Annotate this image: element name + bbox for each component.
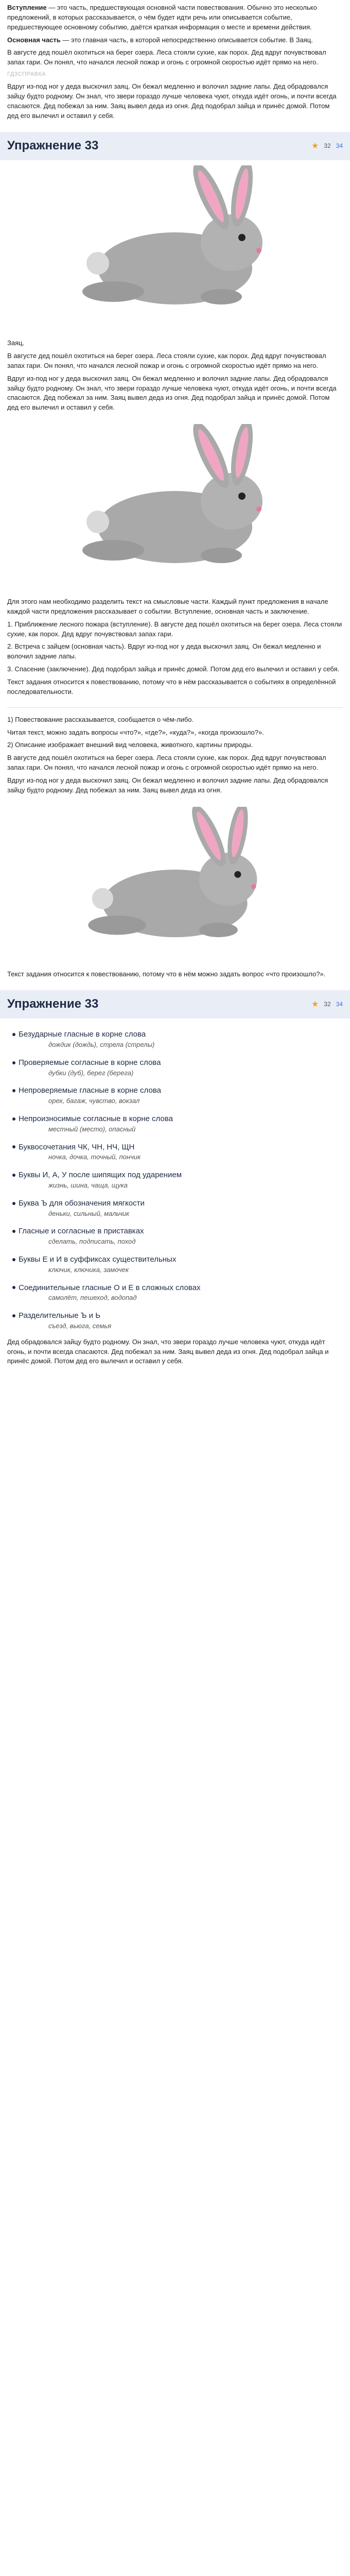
list-item — [12, 1057, 338, 1078]
bullet-icon — [12, 1258, 15, 1261]
rule-label: Проверяемые согласные в корне слова — [19, 1058, 161, 1067]
types-conclusion — [0, 967, 350, 986]
list-item — [12, 1029, 338, 1050]
rule-example: сделать, подписать, поход — [48, 1238, 136, 1246]
rule-label: Буква Ъ для обозначения мягкости — [19, 1198, 145, 1208]
spelling-rules-list — [0, 1019, 350, 1334]
list-item — [12, 1226, 338, 1247]
rabbit-illustration-2 — [0, 419, 350, 594]
bullet-icon — [12, 1089, 15, 1092]
rabbit-icon-3 — [57, 807, 293, 961]
rule-label: Буквы Е и И в суффиксах существительных — [19, 1255, 177, 1264]
intro-paragraph — [7, 3, 343, 32]
watermark: ГДЗСПРАВКА — [7, 71, 46, 78]
main-text: — это главная часть, в которой непосредственно описывается событие. В Заяц. — [60, 36, 313, 44]
story-paragraph: В августе дед пошёл охотиться на берег озера. Леса стояли сухие, как порох. Дед вдруг почувствовал запах гари. Он понял, что начался лесной пожар и огонь с огромной скоростью идёт прямо на него. — [7, 48, 326, 66]
rule-example: орех, багаж, чувство, вокзал — [48, 1097, 140, 1105]
list-item — [12, 1170, 338, 1191]
solution-title: Заяц. — [7, 339, 25, 347]
types-conclusion-text: Текст задания относится к повествованию, потому что в нём можно задать вопрос «что произошло?». — [7, 970, 326, 978]
list-item — [12, 1310, 338, 1331]
exercise-header — [0, 132, 350, 160]
bullet-icon — [12, 1117, 15, 1121]
rule-example: ночка, дочка, точный, пончик — [48, 1153, 141, 1161]
rabbit-icon — [57, 165, 293, 330]
list-item — [12, 1282, 338, 1303]
rating-count-2: 32 — [324, 1001, 331, 1008]
list-item — [12, 1254, 338, 1275]
star-icon[interactable]: ★ — [311, 142, 319, 151]
rule-label: Безударные гласные в корне слова — [19, 1030, 146, 1039]
rabbit-illustration-3 — [0, 802, 350, 967]
type-narration: 1) Повествование рассказывается, сообщается о чём-либо. — [7, 715, 194, 723]
rule-example: съезд, вьюга, семья — [48, 1321, 112, 1330]
list-item — [12, 1113, 338, 1134]
rule-example: ключик, ключика, замочек — [48, 1265, 129, 1274]
rule-label: Соединительные гласные О и Е в сложных словах — [19, 1283, 201, 1292]
exercise-title-2: Упражнение 33 — [7, 997, 99, 1011]
rule-example: дубки (дуб), берег (берега) — [48, 1069, 134, 1077]
divider — [7, 707, 343, 708]
exercise-header-2 — [0, 990, 350, 1019]
rating-count: 32 — [324, 142, 331, 150]
bullet-icon — [12, 1174, 15, 1177]
rule-head — [12, 1057, 338, 1069]
solution-paragraph-1: В августе дед пошёл охотиться на берег озера. Леса стояли сухие, как порох. Дед вдруг почувствовал запах гари. Он понял, что начался лесной пожар и огонь с огромной скоростью идёт прямо на него. — [7, 352, 326, 369]
star-icon[interactable]: ★ — [311, 1000, 319, 1009]
rule-example: дождик (дождь), стрела (стрелы) — [48, 1040, 155, 1048]
list-item — [12, 1198, 338, 1219]
rule-label: Гласные и согласные в приставках — [19, 1227, 144, 1236]
plan-intro: Для этого нам необходимо разделить текст на смысловые части. Каждый пункт предложения в начале каждой части предложения рассказывает о событии. Вступление, основная часть и заключение. — [7, 598, 328, 615]
bullet-icon — [12, 1033, 15, 1036]
plan-section — [0, 594, 350, 703]
rabbit-illustration — [0, 160, 350, 335]
rule-head — [12, 1142, 338, 1153]
rule-head — [12, 1282, 338, 1294]
plan-item-3: 3. Спасение (заключение). Дед подобрал зайца и принёс домой. Потом дед его вылечил и оставил у себя. — [7, 665, 340, 673]
rule-example: деньки, сильный, мальчик — [48, 1209, 130, 1217]
bullet-icon — [12, 1314, 15, 1317]
rule-label: Непроверяемые гласные в корне слова — [19, 1086, 161, 1095]
bullet-icon — [12, 1061, 15, 1064]
rule-example: местный (место), опасный — [48, 1125, 136, 1133]
plan-item-2: 2. Встреча с зайцем (основная часть). Вдруг из-под ног у деда выскочил заяц. Он бежал медленно и волочил задние лапы. — [7, 642, 321, 660]
page-number[interactable]: 34 — [336, 142, 343, 150]
rule-label: Буквы И, А, У после шипящих под ударением — [19, 1171, 182, 1180]
rule-example: жизнь, шина, чаща, щука — [48, 1181, 128, 1189]
rule-head — [12, 1170, 338, 1181]
term-intro: Вступление — [7, 4, 47, 11]
types-story-1: В августе дед пошёл охотиться на берег озера. Леса стояли сухие, как порох. Дед вдруг почувствовал запах гари. Он понял, что начался лесной пожар и огонь с огромной скоростью идёт прямо на него. — [7, 754, 326, 772]
rule-head — [12, 1085, 338, 1096]
story-paragraph-2: Вдруг из-под ног у деда выскочил заяц. Он бежал медленно и волочил задние лапы. Дед обрадовался зайцу будто родному. Он знал, что звери гораздо лучше человека чуют, откуда идёт огонь, и почти всегда спасаются. Дед побежал за ним. Заяц вывел деда из огня. Дед подобрал зайца и принёс домой. Потом дед его вылечил и оставил у себя. — [7, 82, 337, 120]
bullet-icon — [12, 1202, 15, 1205]
bullet-icon — [12, 1145, 15, 1148]
intro-section — [0, 0, 350, 127]
page-number-2[interactable]: 34 — [336, 1001, 343, 1008]
rule-label: Непроизносимые согласные в корне слова — [19, 1114, 173, 1123]
main-part-paragraph — [7, 36, 343, 45]
plan-item-1: 1. Приближение лесного пожара (вступление). В августе дед пошёл охотиться на берег озера. Леса стояли сухие, как порох. Дед вдруг почувствовал запах гари. — [7, 620, 342, 638]
bullet-icon — [12, 1230, 15, 1233]
bullet-icon — [12, 1286, 15, 1289]
final-paragraph: Дед обрадовался зайцу будто родному. Он знал, что звери гораздо лучше человека чуют, откуда идёт огонь, и почти всегда спасаются. Дед побежал за ним. Заяц вывел деда из огня. Дед подобрал зайца и принёс домой. Потом дед его вылечил и оставил у себя. — [7, 1337, 329, 1365]
exercise-meta-2 — [311, 998, 343, 1010]
types-section — [0, 712, 350, 802]
rule-label: Буквосочетания ЧК, ЧН, НЧ, ЩН — [19, 1142, 135, 1151]
rule-head — [12, 1310, 338, 1321]
rule-head — [12, 1029, 338, 1040]
plan-conclusion: Текст задания относится к повествованию, потому что в нём рассказывается о событиях в определённой последовательности. — [7, 677, 336, 696]
rule-head — [12, 1198, 338, 1209]
exercise-title: Упражнение 33 — [7, 139, 99, 153]
rule-head — [12, 1113, 338, 1125]
list-item — [12, 1142, 338, 1163]
rule-head — [12, 1226, 338, 1237]
rule-head — [12, 1254, 338, 1265]
list-item — [12, 1085, 338, 1106]
type-description: 2) Описание изображает внешний вид человека, животного, картины природы. — [7, 741, 253, 749]
final-section — [0, 1334, 350, 1373]
rabbit-icon-2 — [57, 424, 293, 589]
solution-paragraph-2: Вдруг из-под ног у деда выскочил заяц. Он бежал медленно и волочил задние лапы. Дед обрадовался зайцу будто родному. Он знал, что звери гораздо лучше человека чуют, откуда идёт огонь, и почти всегда спасаются. Дед побежал за ним. Заяц вывел деда из огня. Дед подобрал зайца и принёс домой. Потом дед его вылечил и оставил у себя. — [7, 374, 337, 412]
intro-text: — это часть, предшествующая основной части повествования. Обычно это несколько предложений, в которых рассказывается, о чём будет идти речь или описывается событие, предшествующее основному событию, даётся краткая информация о месте и времени действия. — [7, 4, 317, 31]
rule-label: Разделительные Ъ и Ь — [19, 1311, 101, 1320]
rule-example: самолёт, пешеход, водопад — [48, 1294, 137, 1302]
type-questions: Читая текст, можно задать вопросы «что?», «где?», «куда?», «когда произошло?». — [7, 728, 264, 736]
solution-section — [0, 335, 350, 419]
term-main: Основная часть — [7, 36, 61, 44]
types-story-2: Вдруг из-под ног у деда выскочил заяц. Он бежал медленно и волочил задние лапы. Дед обрадовался зайцу будто родному. Дед побежал за ним. Заяц вывел деда из огня. — [7, 776, 328, 794]
exercise-meta — [311, 140, 343, 152]
